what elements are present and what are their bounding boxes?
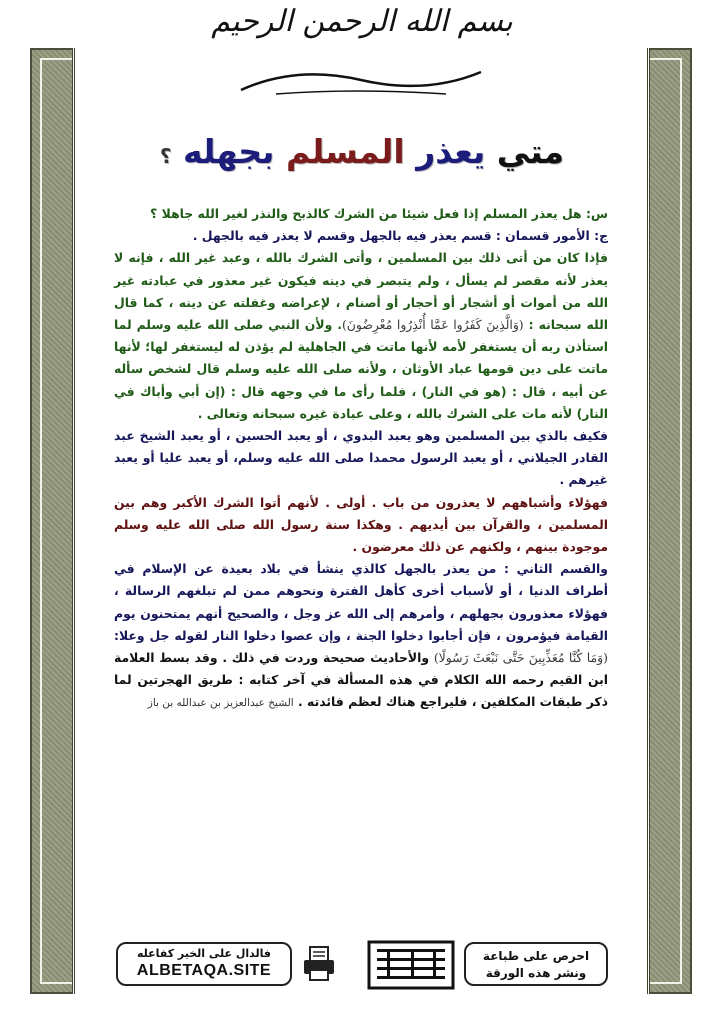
article-body — [114, 203, 608, 715]
title-word-3: المسلم — [285, 132, 405, 171]
question-paragraph: س: هل يعذر المسلم إذا فعل شيئا من الشرك كالذبح والنذر لغير الله جاهلا ؟ — [150, 206, 608, 221]
website-link[interactable]: ALBETAQA.SITE — [136, 962, 272, 979]
print-reminder-box — [464, 942, 608, 986]
website-box[interactable] — [116, 942, 292, 986]
basmala-heading: بسم الله الرحمن الرحيم — [211, 4, 513, 39]
dawat-alwaraqa-logo — [367, 940, 455, 990]
printer-icon — [302, 946, 336, 982]
hadith-quote-2: (إن أبي وأباك في النار) — [114, 383, 608, 421]
footer-bar — [112, 940, 612, 992]
first-category-paragraph — [114, 247, 608, 425]
second-category-text-b: والأحاديث صحيحة وردت في ذلك . وقد بسط العلامة ابن القيم رحمه الله الكلام في هذه المسألة في آخر كتابه : طريق الهجرتين لما ذكر طبقات المكلفين ، فليراجع هناك لعظم فائدته . — [114, 650, 608, 710]
page-title — [0, 132, 724, 171]
print-reminder-line-2: ونشر هذه الورقة — [485, 966, 587, 980]
print-reminder-line-1: احرص على طباعة — [482, 949, 590, 963]
first-category-text-c: ، فلما رأى ما في وجهه قال : — [230, 383, 417, 399]
first-category-text-b: . ولأن النبي صلى الله عليه وسلم لما استأذن ربه أن يستغفر لأمه لأنها ماتت في الجاهلية لم يؤذن له ليستغفر لها؛ لأنها ماتت على دين قومها عباد الأوثان ، ولأنه صلى الله عليه وسلم قال لشخص سأله عن أبيه ، قال : — [114, 317, 608, 399]
not-excused-paragraph: فهؤلاء وأشباههم لا يعذرون من باب . أولى . لأنهم أتوا الشرك الأكبر وهم بين المسلمين ، والقرآن بين أيديهم . وهكذا سنة رسول الله صلى الله عليه وسلم موجودة بينهم ، ولكنهم عن ذلك معرضون . — [114, 494, 608, 555]
quran-verse-2: (وَمَا كُنَّا مُعَذِّبِينَ حَتَّى نَبْعَثَ رَسُولًا) — [433, 650, 608, 666]
author-signature: الشيخ عبدالعزيز بن عبدالله بن باز — [147, 697, 294, 710]
answer-intro-paragraph: ج: الأمور قسمان : قسم يعذر فيه بالجهل وقسم لا يعذر فيه بالجهل . — [192, 228, 608, 244]
basmala-calligraphy-ornament — [236, 60, 486, 100]
hadith-quote-1: (هو في النار) — [421, 383, 507, 399]
title-word-1: متي — [496, 132, 565, 171]
title-word-2: يعذر — [416, 132, 486, 171]
quran-verse-1: (وَالَّذِينَ كَفَرُوا عَمَّا أُنْذِرُوا مُعْرِضُونَ) — [341, 317, 524, 333]
title-question-mark: ؟ — [159, 144, 172, 168]
worshippers-paragraph: فكيف بالذي بين المسلمين وهو يعبد البدوي ، أو يعبد الحسين ، أو يعبد الشيخ عبد القادر الجيلاني ، أو يعبد الرسول محمدا صلى الله عليه وسلم، أو يعبد عليا أو يعبد غيرهم . — [114, 428, 608, 488]
footer-slogan: فالدال على الخير كفاعله — [136, 947, 272, 960]
first-category-text-d: لأنه مات على الشرك بالله ، وعلى عبادة غيره سبحانه وتعالى . — [197, 405, 573, 421]
title-word-4: بجهله — [183, 132, 275, 171]
second-category-paragraph — [114, 558, 608, 714]
second-category-text-a: والقسم الثاني : من يعذر بالجهل كالذي ينشأ في بلاد بعيدة عن الإسلام في أطراف الدنيا ، أو لأسباب أخرى كأهل الفترة ونحوهم ممن لم تبلغهم الرسالة ، فهؤلاء معذورون بجهلهم ، وأمرهم إلى الله عز وجل ، والصحيح أنهم يمتحنون يوم القيامة فيؤمرون ، فإن أجابوا دخلوا الجنة ، وإن عصوا دخلوا النار لقوله جل وعلا: — [114, 561, 608, 643]
first-category-text-a: فإذا كان من أتى ذلك بين المسلمين ، وأتى الشرك بالله ، وعبد غير الله ، فإنه لا يعذر لأنه مقصر لم يسأل ، ولم يتبصر في دينه فيكون غير معذور في عبادته غير الله من أموات أو أشجار أو أحجار أو أصنام ، لإعراضه وغفلته عن دينه ، كما قال الله سبحانه : — [114, 250, 608, 333]
